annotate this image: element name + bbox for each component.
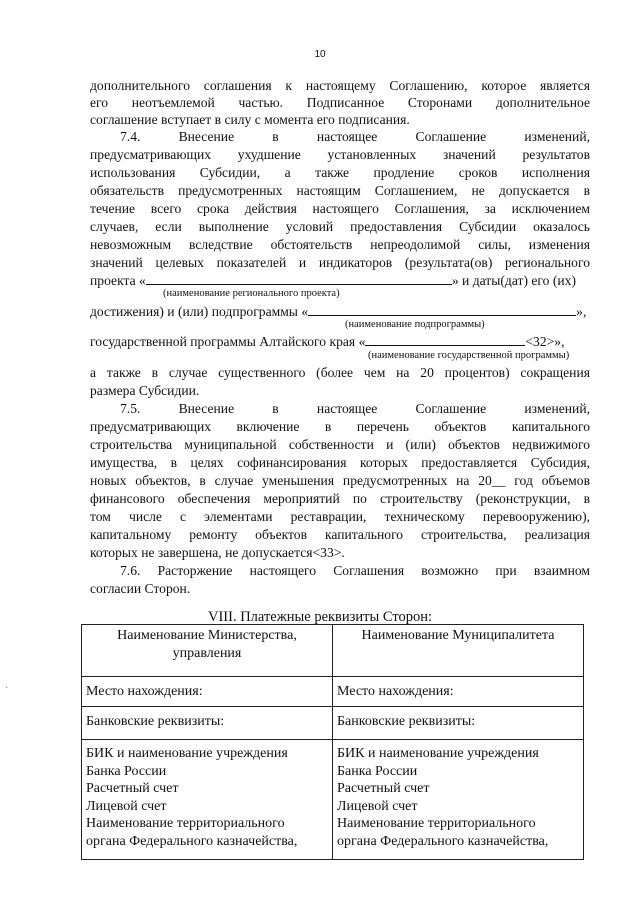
text-line: соглашение вступает в силу с момента его подписания. [90,112,410,127]
regional-project-line [90,272,590,288]
text-fragment: достижения) и (или) подпрограммы « [90,304,309,319]
detail-line: Лицевой счет [86,798,167,814]
text-line: его неотъемлемой частью. Подписанное Сторонами дополнительное [90,95,590,110]
text-line: обязательств предусмотренных настоящим Соглашением, не допускается в [90,183,590,198]
detail-line: Наименование территориального [337,816,536,831]
text-line: невозможным вследствие обстоятельств непреодолимой силы, изменения [90,237,590,252]
header-municipality: Наименование Муниципалитета [333,625,584,677]
text-line: течение всего срока действия настоящего Соглашения, за исключением [90,201,590,216]
detail-line: органа Федерального казначейства, [337,833,549,849]
detail-line: Расчетный счет [86,781,179,796]
payment-details-table [81,624,584,860]
text-line: которых не завершена, не допускается<33>. [90,545,345,560]
page-number: 10 [314,49,326,60]
text-line: дополнительного соглашения к настоящему Соглашению, которое является [90,78,590,93]
caption-regional-project: (наименование регионального проекта) [163,288,340,299]
text-line: значений целевых показателей и индикаторов (результата(ов) регионального [90,255,590,270]
text-fragment: », [576,304,587,319]
text-line: предусматривающих ухудшение установленных значений результатов [90,147,590,162]
section-title: VIII. Платежные реквизиты Сторон: [207,609,433,625]
cell-details-right [333,740,584,860]
text-line: случаев, если выполнение условий предоставления Субсидии оказалось [90,219,590,234]
state-program-line [90,333,590,349]
cell-location-right: Место нахождения: [333,677,584,707]
table-row-details [82,740,584,860]
text-line: согласии Сторон. [90,581,191,596]
text-line: финансового обеспечения мероприятий по строительству (реконструкции, в [90,491,590,506]
detail-line: Расчетный счет [337,781,430,796]
text-fragment: » и даты(дат) его (их) [451,273,576,288]
detail-line: БИК и наименование учреждения [337,746,539,761]
blank-underline [146,272,452,285]
table-row-bank [82,707,584,740]
caption-state-program: (наименование государственной программы) [368,350,570,361]
text-fragment: <32>», [525,334,565,349]
text-fragment: государственной программы Алтайского края « [90,334,366,349]
text-fragment: проекта « [90,273,146,288]
table-header-row [82,625,584,677]
text-line: а также в случае существенного (более чем на 20 процентов) сокращения [90,365,590,380]
caption-subprogram: (наименование подпрограммы) [345,319,485,330]
cell-bank-right: Банковские реквизиты: [333,707,584,740]
detail-line: органа Федерального казначейства, [86,833,298,849]
margin-mark: · [5,683,9,694]
blank-underline [365,333,525,346]
clause-7-6-start: 7.6. Расторжение настоящего Соглашения возможно при взаимном [120,563,590,578]
text-line: капитальному ремонту объектов капитального строительства, реализация [90,527,590,542]
text-line: имущества, в целях софинансирования которых предоставляется Субсидия, [90,455,590,470]
detail-line: Банка России [86,763,167,779]
header-ministry: Наименование Министерства, управления [82,625,333,677]
text-line: предусматривающих включение в перечень объектов капитального [90,419,590,434]
text-line: том числе с элементами реставрации, техническому перевооружению), [90,509,590,524]
cell-location-left: Место нахождения: [82,677,333,707]
detail-line: Банка России [337,763,418,779]
clause-7-5-start: 7.5. Внесение в настоящее Соглашение изменений, [120,401,590,416]
text-line: новых объектов, в случае уменьшения предусмотренных на 20__ год объемов [90,473,590,488]
detail-line: БИК и наименование учреждения [86,746,288,761]
clause-7-4-start: 7.4. Внесение в настоящее Соглашение изменений, [120,129,590,144]
table-row-location [82,677,584,707]
subprogram-line [90,303,590,319]
detail-line: Наименование территориального [86,816,285,831]
blank-underline [308,303,576,316]
cell-details-left [82,740,333,860]
text-line: строительства муниципальной собственности и (или) объектов недвижимого [90,437,590,452]
detail-line: Лицевой счет [337,798,418,814]
cell-bank-left: Банковские реквизиты: [82,707,333,740]
text-line: размера Субсидии. [90,383,200,398]
text-line: использования Субсидии, а также продление сроков исполнения [90,165,590,180]
